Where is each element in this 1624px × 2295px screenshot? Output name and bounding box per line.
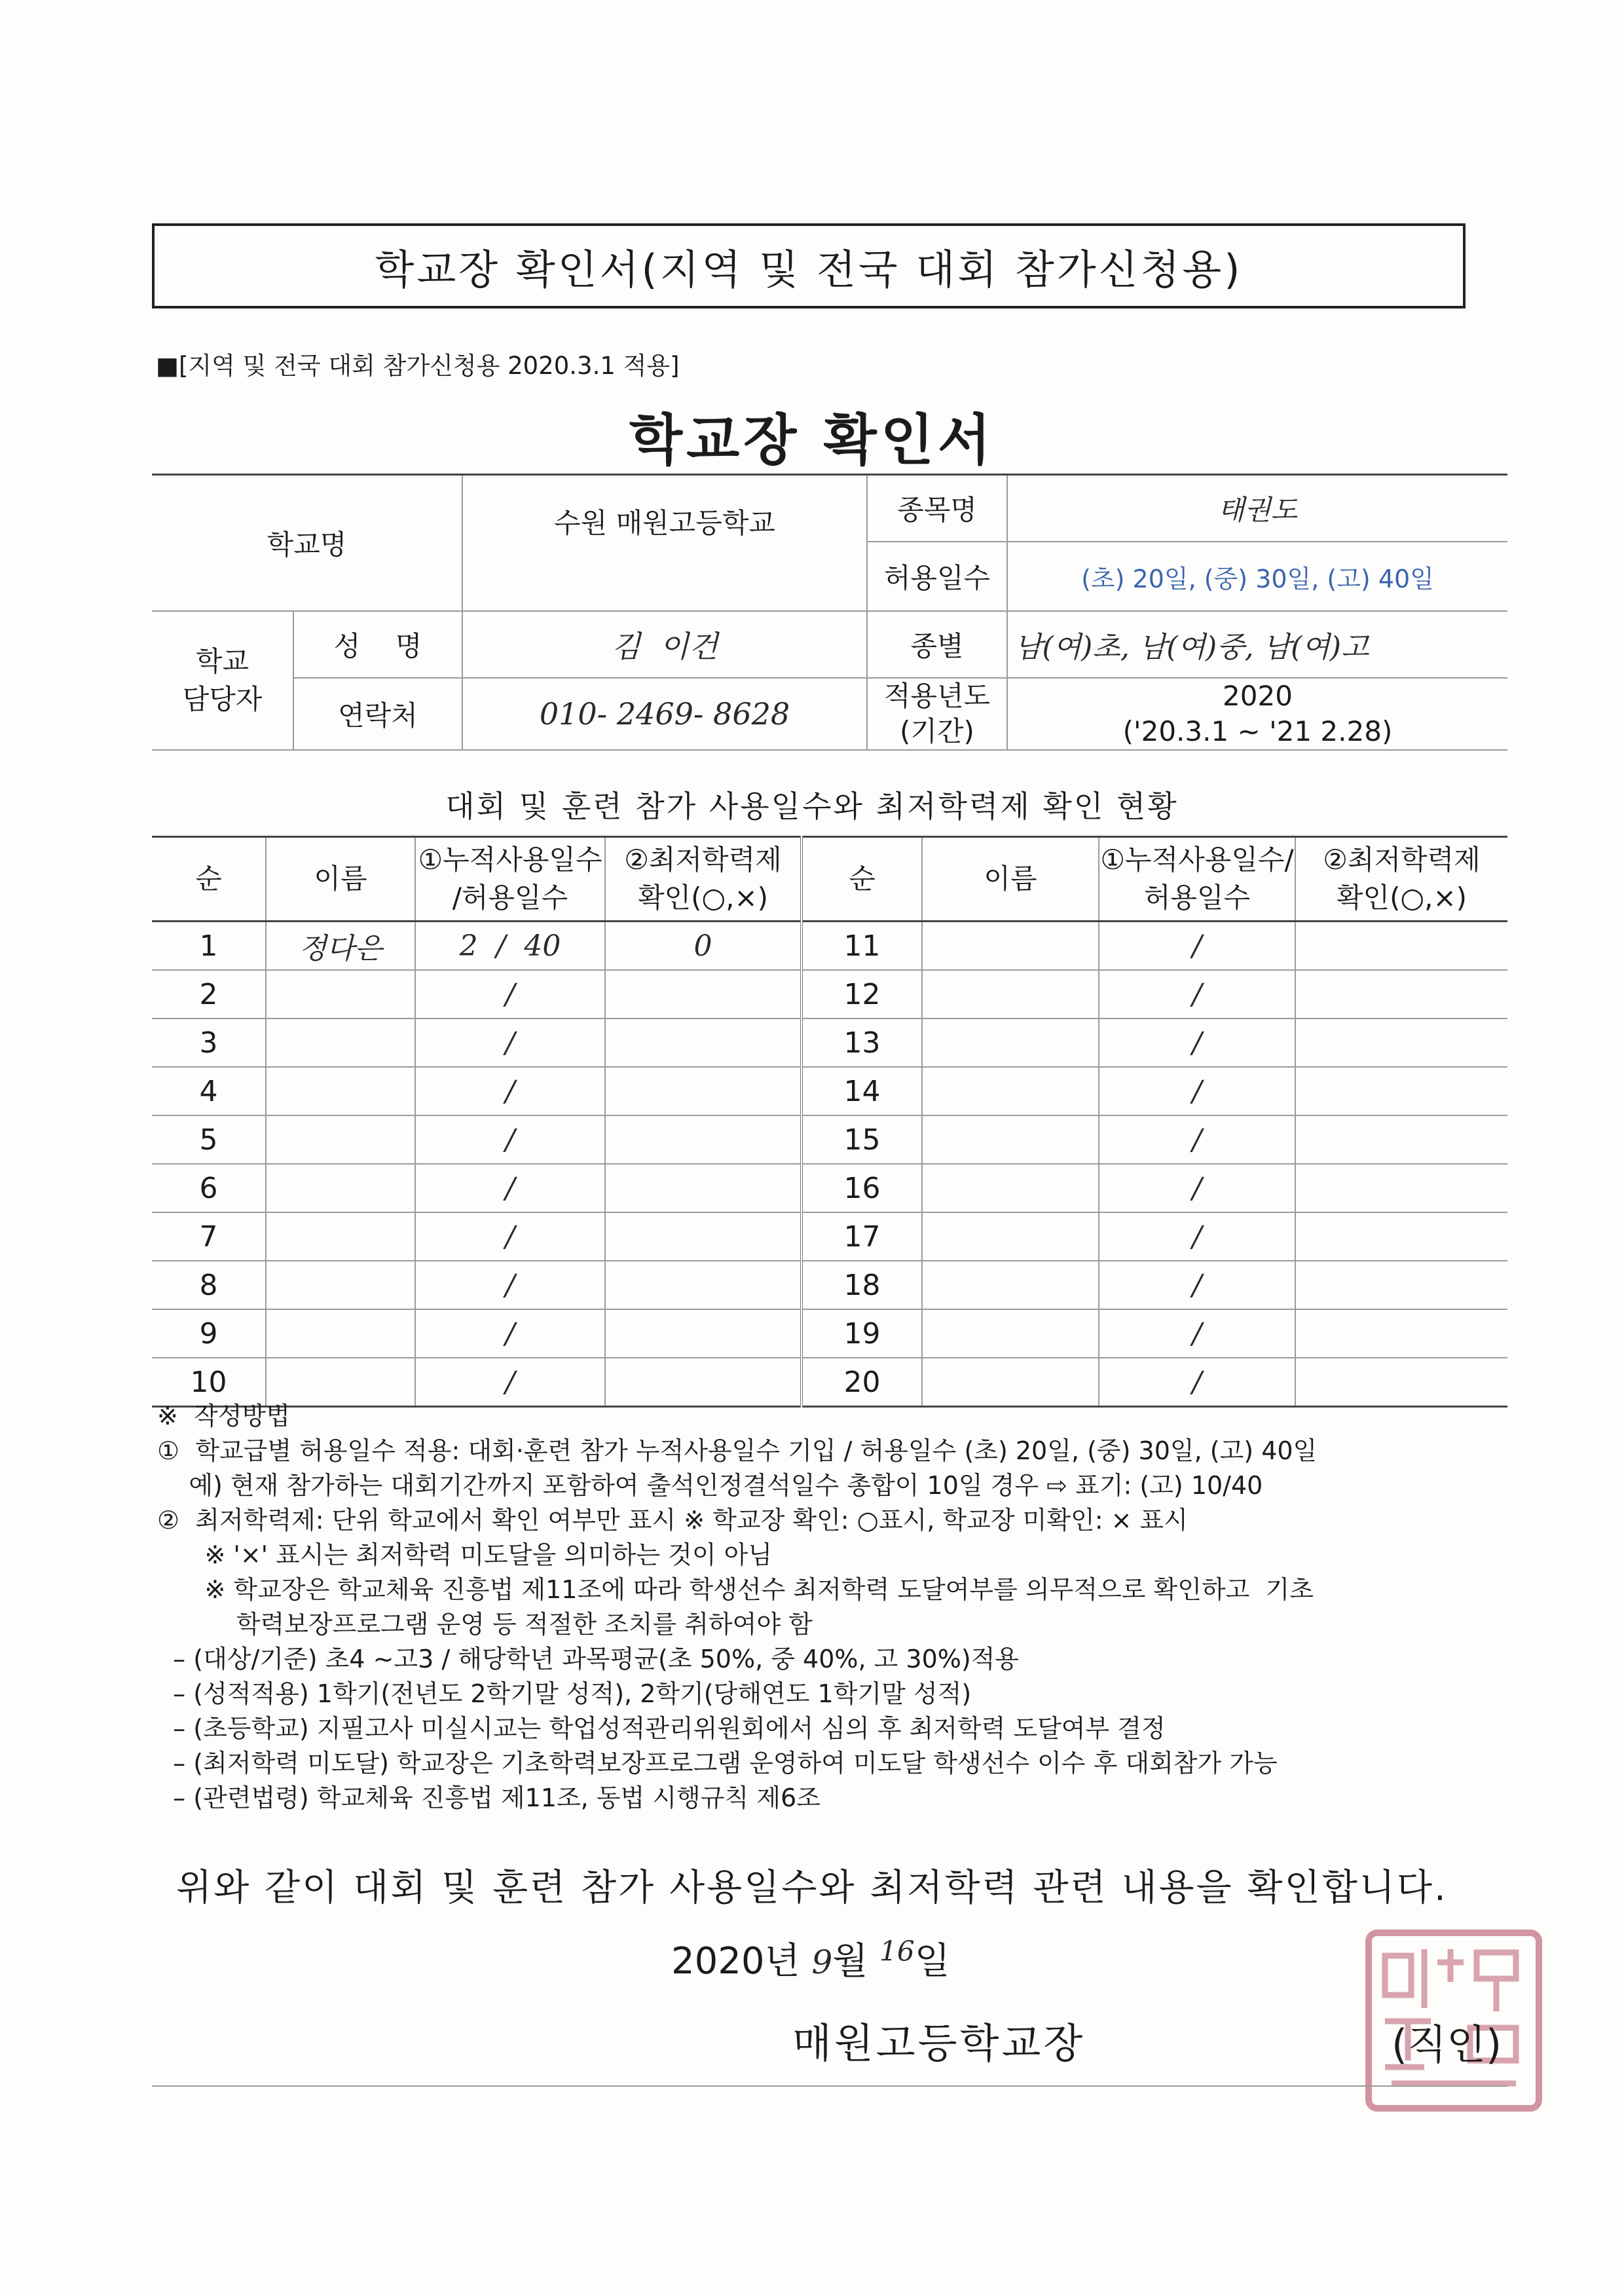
instruction-line: – (초등학교) 지필고사 미실시교는 학업성적관리위원회에서 심의 후 최저학력 도달여부 결정 bbox=[157, 1714, 1166, 1743]
header-name: 이름 bbox=[266, 837, 415, 922]
row-name bbox=[266, 1018, 415, 1067]
row-days: / bbox=[415, 1164, 605, 1212]
row-days: / bbox=[415, 1115, 605, 1164]
version-line: ■[지역 및 전국 대회 참가신청용 2020.3.1 적용] bbox=[156, 352, 680, 380]
closing-statement: 위와 같이 대회 및 훈련 참가 사용일수와 최저학력 관련 내용을 확인합니다. bbox=[176, 1867, 1448, 1909]
row-number: 18 bbox=[802, 1261, 922, 1309]
header-days: ①누적사용일수/ 허용일수 bbox=[1099, 837, 1295, 922]
bottom-divider bbox=[152, 2085, 1507, 2087]
row-days: / bbox=[1099, 922, 1295, 971]
category-value: 남(여)초, 남(여)중, 남(여)고 bbox=[1007, 611, 1507, 678]
row-days: / bbox=[1099, 1309, 1295, 1358]
row-check bbox=[1295, 1212, 1507, 1261]
usage-row bbox=[152, 1067, 1507, 1115]
header-check: ②최저학력제 확인(○,×) bbox=[605, 837, 802, 922]
instruction-line: ※ 작성방법 bbox=[157, 1402, 290, 1430]
row-check bbox=[605, 1212, 802, 1261]
name-label: 성 명 bbox=[293, 611, 462, 678]
row-name bbox=[922, 1164, 1099, 1212]
usage-row bbox=[152, 1018, 1507, 1067]
row-days: / bbox=[1099, 1164, 1295, 1212]
row-days: 2 / 40 bbox=[415, 922, 605, 971]
header-no: 순 bbox=[152, 837, 266, 922]
row-name: 정다은 bbox=[266, 922, 415, 971]
date-year: 2020년 bbox=[671, 1940, 800, 1983]
row-name bbox=[922, 1212, 1099, 1261]
usage-row bbox=[152, 1261, 1507, 1309]
row-number: 17 bbox=[802, 1212, 922, 1261]
row-number: 20 bbox=[802, 1358, 922, 1407]
manager-label: 학교 담당자 bbox=[152, 611, 293, 750]
row-number: 12 bbox=[802, 970, 922, 1018]
usage-row bbox=[152, 1212, 1507, 1261]
row-number: 3 bbox=[152, 1018, 266, 1067]
row-name bbox=[922, 1309, 1099, 1358]
event-value: 태권도 bbox=[1007, 475, 1507, 542]
row-number: 2 bbox=[152, 970, 266, 1018]
date-line bbox=[671, 1932, 950, 1985]
contact-label: 연락처 bbox=[293, 678, 462, 750]
writing-instructions bbox=[157, 1399, 1519, 1816]
row-number: 14 bbox=[802, 1067, 922, 1115]
row-check bbox=[1295, 1067, 1507, 1115]
row-check bbox=[605, 1261, 802, 1309]
header-days: ①누적사용일수 /허용일수 bbox=[415, 837, 605, 922]
header-name: 이름 bbox=[922, 837, 1099, 922]
row-days: / bbox=[415, 1358, 605, 1407]
row-days: / bbox=[415, 970, 605, 1018]
instruction-line: 예) 현재 참가하는 대회기간까지 포함하여 출석인정결석일수 총합이 10일 경우 ⇨ 표기: (고) 10/40 bbox=[157, 1471, 1263, 1500]
usage-row bbox=[152, 970, 1507, 1018]
row-days: / bbox=[1099, 1212, 1295, 1261]
row-days: / bbox=[415, 1261, 605, 1309]
row-name bbox=[266, 970, 415, 1018]
row-name bbox=[266, 1067, 415, 1115]
date-month-label: 월 bbox=[832, 1940, 868, 1983]
usage-row bbox=[152, 1309, 1507, 1358]
row-days: / bbox=[1099, 1358, 1295, 1407]
row-number: 6 bbox=[152, 1164, 266, 1212]
instruction-line: – (대상/기준) 초4 ~고3 / 해당학년 과목평균(초 50%, 중 40%, 고 30%)적용 bbox=[157, 1645, 1020, 1673]
instruction-line: – (관련법령) 학교체육 진흥법 제11조, 동법 시행규칙 제6조 bbox=[157, 1783, 821, 1812]
allowed-days-label: 허용일수 bbox=[867, 542, 1007, 611]
row-days: / bbox=[1099, 1067, 1295, 1115]
row-number: 15 bbox=[802, 1115, 922, 1164]
date-day: 16 bbox=[879, 1935, 915, 1968]
row-check bbox=[605, 1309, 802, 1358]
row-check bbox=[605, 1018, 802, 1067]
row-check bbox=[1295, 1261, 1507, 1309]
row-check bbox=[1295, 1309, 1507, 1358]
row-days: / bbox=[415, 1018, 605, 1067]
row-number: 13 bbox=[802, 1018, 922, 1067]
form-title: 학교장 확인서(지역 및 전국 대회 참가신청용) bbox=[375, 245, 1243, 293]
category-label: 종별 bbox=[867, 611, 1007, 678]
row-check bbox=[1295, 1164, 1507, 1212]
row-days: / bbox=[415, 1309, 605, 1358]
row-check bbox=[1295, 922, 1507, 971]
row-name bbox=[922, 922, 1099, 971]
year-value: 2020 ('20.3.1 ~ '21 2.28) bbox=[1007, 678, 1507, 750]
document-title: 학교장 확인서 bbox=[629, 408, 995, 472]
principal-name: 매원고등학교장 bbox=[792, 2019, 1086, 2067]
name-value: 김 이건 bbox=[462, 611, 867, 678]
row-number: 11 bbox=[802, 922, 922, 971]
row-name bbox=[922, 1067, 1099, 1115]
usage-row bbox=[152, 1164, 1507, 1212]
row-check bbox=[605, 1115, 802, 1164]
school-label: 학교명 bbox=[152, 475, 462, 612]
contact-value: 010- 2469- 8628 bbox=[462, 678, 867, 750]
row-number: 1 bbox=[152, 922, 266, 971]
row-name bbox=[266, 1309, 415, 1358]
row-name bbox=[922, 1115, 1099, 1164]
row-number: 16 bbox=[802, 1164, 922, 1212]
info-table bbox=[152, 474, 1507, 751]
row-check bbox=[605, 970, 802, 1018]
row-name bbox=[266, 1115, 415, 1164]
row-name bbox=[266, 1261, 415, 1309]
row-days: / bbox=[1099, 970, 1295, 1018]
row-name bbox=[266, 1212, 415, 1261]
year-label: 적용년도 (기간) bbox=[867, 678, 1007, 750]
school-value: 수원 매원고등학교 bbox=[462, 475, 867, 612]
event-label: 종목명 bbox=[867, 475, 1007, 542]
row-number: 10 bbox=[152, 1358, 266, 1407]
usage-table bbox=[152, 836, 1507, 1408]
usage-header-row bbox=[152, 837, 1507, 922]
row-check: 0 bbox=[605, 922, 802, 971]
instruction-line: ① 학교급별 허용일수 적용: 대회·훈련 참가 누적사용일수 기입 / 허용일수 (초) 20일, (중) 30일, (고) 40일 bbox=[157, 1436, 1318, 1465]
row-number: 19 bbox=[802, 1309, 922, 1358]
row-days: / bbox=[415, 1067, 605, 1115]
row-days: / bbox=[1099, 1018, 1295, 1067]
instruction-line: 학력보장프로그램 운영 등 적절한 조치를 취하여야 함 bbox=[157, 1610, 813, 1639]
row-number: 9 bbox=[152, 1309, 266, 1358]
row-check bbox=[1295, 1018, 1507, 1067]
instruction-line: ※ 학교장은 학교체육 진흥법 제11조에 따라 학생선수 최저학력 도달여부를 의무적으로 확인하고 기초 bbox=[157, 1575, 1314, 1604]
row-check bbox=[605, 1164, 802, 1212]
header-no: 순 bbox=[802, 837, 922, 922]
row-check bbox=[1295, 1115, 1507, 1164]
instruction-line: ② 최저학력제: 단위 학교에서 확인 여부만 표시 ※ 학교장 확인: ○표시, 학교장 미확인: × 표시 bbox=[157, 1506, 1188, 1535]
status-title: 대회 및 훈련 참가 사용일수와 최저학력제 확인 현황 bbox=[445, 789, 1179, 824]
row-name bbox=[922, 1261, 1099, 1309]
form-title-box bbox=[152, 223, 1466, 308]
header-check: ②최저학력제 확인(○,×) bbox=[1295, 837, 1507, 922]
row-number: 7 bbox=[152, 1212, 266, 1261]
instruction-line: – (성적적용) 1학기(전년도 2학기말 성적), 2학기(당해연도 1학기말 성적) bbox=[157, 1679, 972, 1708]
row-days: / bbox=[1099, 1261, 1295, 1309]
row-check bbox=[1295, 970, 1507, 1018]
instruction-line: – (최저학력 미도달) 학교장은 기초학력보장프로그램 운영하여 미도달 학생선수 이수 후 대회참가 가능 bbox=[157, 1749, 1278, 1778]
row-name bbox=[922, 970, 1099, 1018]
usage-row bbox=[152, 922, 1507, 971]
instruction-line: ※ '×' 표시는 최저학력 미도달을 의미하는 것이 아님 bbox=[157, 1540, 773, 1569]
seal-label: (직인) bbox=[1392, 2021, 1502, 2068]
row-days: / bbox=[415, 1212, 605, 1261]
row-number: 4 bbox=[152, 1067, 266, 1115]
row-number: 5 bbox=[152, 1115, 266, 1164]
row-days: / bbox=[1099, 1115, 1295, 1164]
row-name bbox=[266, 1164, 415, 1212]
row-number: 8 bbox=[152, 1261, 266, 1309]
usage-row bbox=[152, 1115, 1507, 1164]
allowed-days-value: (초) 20일, (중) 30일, (고) 40일 bbox=[1007, 542, 1507, 611]
date-day-label: 일 bbox=[914, 1940, 950, 1983]
date-month: 9 bbox=[811, 1943, 833, 1981]
row-check bbox=[605, 1067, 802, 1115]
row-name bbox=[922, 1018, 1099, 1067]
